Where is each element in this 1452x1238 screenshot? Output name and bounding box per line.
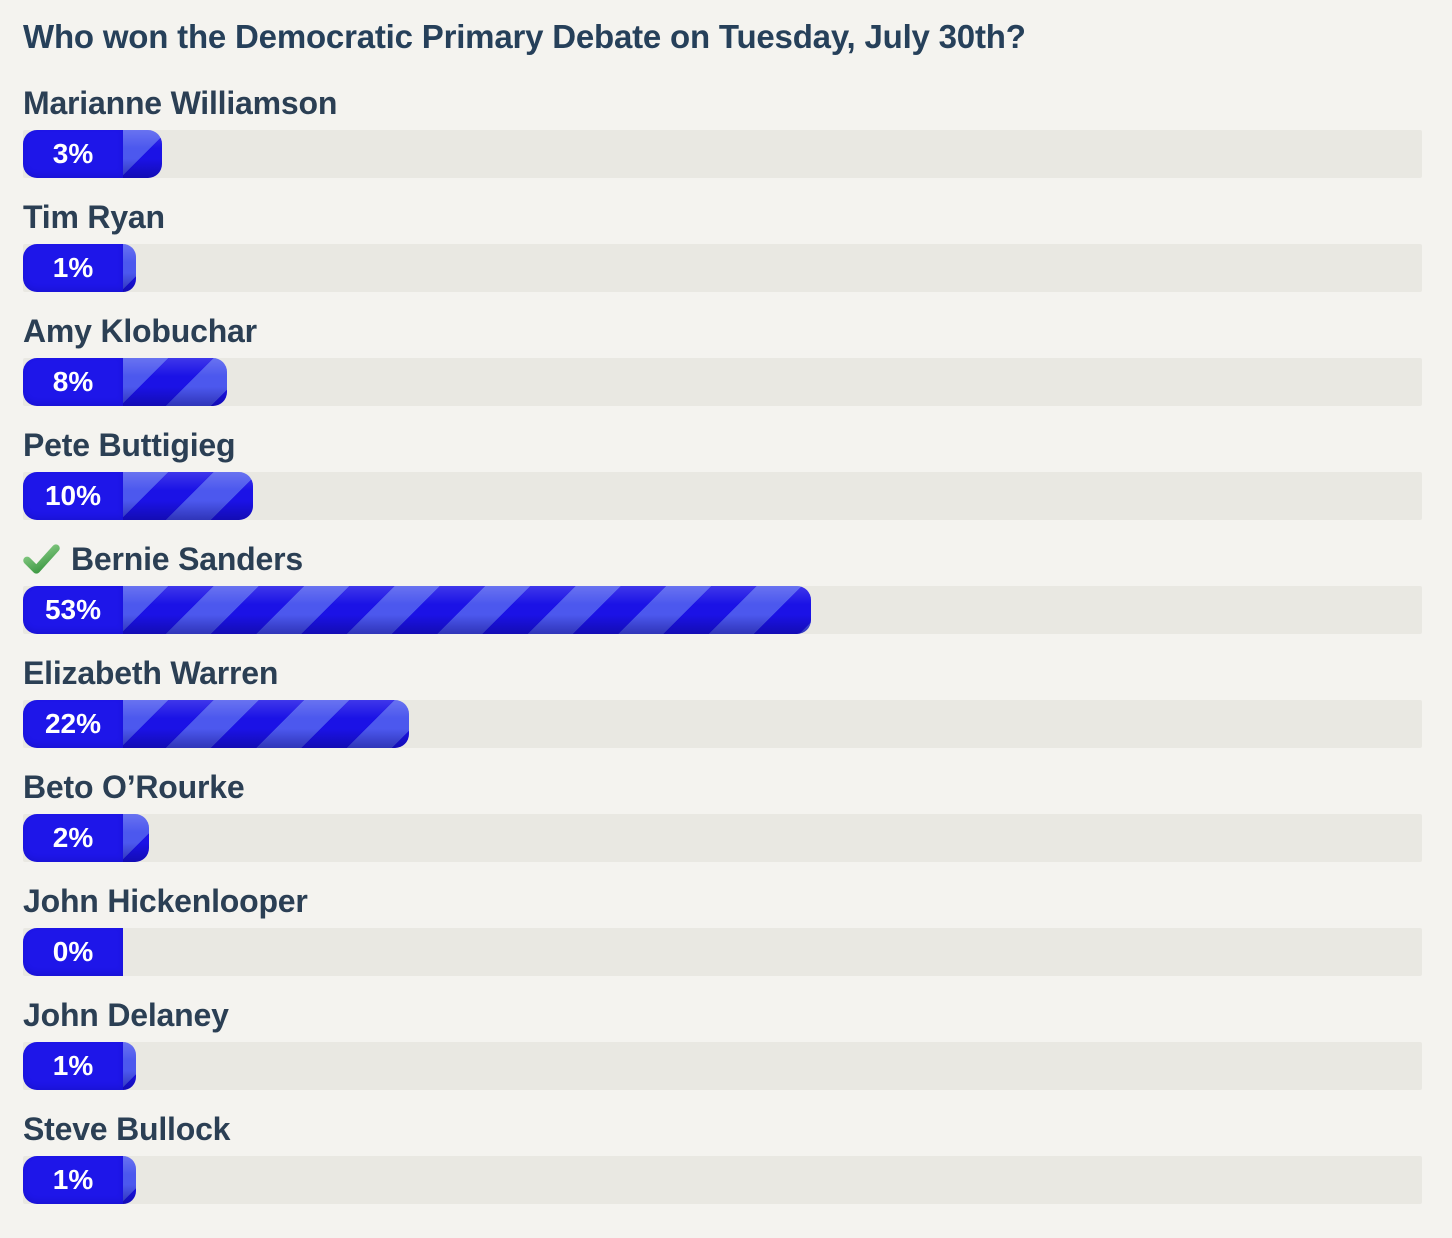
result-bar-track (23, 472, 1422, 520)
poll-option-row (23, 427, 1422, 520)
result-bar-fill (23, 472, 253, 520)
candidate-name: Marianne Williamson (23, 84, 338, 121)
candidate-name-line (23, 85, 1422, 122)
result-bar-label-box (23, 130, 123, 178)
poll-option-row (23, 883, 1422, 976)
candidate-name-line (23, 313, 1422, 350)
percentage-label: 0% (52, 935, 94, 967)
candidate-name-line (23, 1111, 1422, 1148)
poll-option-row (23, 1111, 1422, 1204)
candidate-name-line (23, 997, 1422, 1034)
result-bar-fill (23, 814, 149, 862)
result-bar-label-box (23, 472, 123, 520)
poll-option-row (23, 541, 1422, 634)
percentage-label: 53% (44, 593, 102, 625)
winner-check-icon (23, 543, 60, 576)
candidate-name: Beto O’Rourke (23, 768, 245, 805)
result-bar-track (23, 130, 1422, 178)
candidate-name-line (23, 427, 1422, 464)
result-bar-stripes (123, 700, 409, 748)
result-bar-fill (23, 244, 136, 292)
poll-option-row (23, 313, 1422, 406)
poll-option-row (23, 655, 1422, 748)
result-bar-fill (23, 1156, 136, 1204)
candidate-name: Steve Bullock (23, 1110, 231, 1147)
result-bar-stripes (123, 244, 136, 292)
result-bar-stripes (123, 814, 149, 862)
result-bar-track (23, 700, 1422, 748)
result-bar-fill (23, 586, 811, 634)
percentage-label: 10% (44, 479, 102, 511)
percentage-label: 22% (44, 707, 102, 739)
candidate-name-line (23, 769, 1422, 806)
result-bar-label-box (23, 244, 123, 292)
result-bar-track (23, 586, 1422, 634)
result-bar-label-box (23, 700, 123, 748)
result-bar-label-box (23, 814, 123, 862)
percentage-label: 1% (52, 251, 94, 283)
poll-results-widget (23, 18, 1422, 1204)
result-bar-stripes (123, 1156, 136, 1204)
percentage-label: 2% (52, 821, 94, 853)
result-bar-track (23, 358, 1422, 406)
candidate-name: Amy Klobuchar (23, 312, 257, 349)
poll-question: Who won the Democratic Primary Debate on Tuesday, July 30th? (23, 18, 1026, 55)
percentage-label: 3% (52, 137, 94, 169)
candidate-name-line (23, 655, 1422, 692)
result-bar-track (23, 928, 1422, 976)
result-bar-fill (23, 1042, 136, 1090)
result-bar-label-box (23, 1156, 123, 1204)
candidate-name: Bernie Sanders (71, 540, 303, 577)
candidate-name-line (23, 199, 1422, 236)
result-bar-stripes (123, 1042, 136, 1090)
candidate-name: Pete Buttigieg (23, 426, 236, 463)
result-bar-label-box (23, 928, 123, 976)
poll-option-row (23, 997, 1422, 1090)
result-bar-fill (23, 358, 227, 406)
candidate-name-line (23, 541, 1422, 578)
result-bar-stripes (123, 358, 227, 406)
percentage-label: 1% (52, 1049, 94, 1081)
result-bar-label-box (23, 586, 123, 634)
candidate-name: John Hickenlooper (23, 882, 308, 919)
candidate-name: Tim Ryan (23, 198, 165, 235)
result-bar-stripes (123, 586, 811, 634)
result-bar-stripes (123, 472, 253, 520)
result-bar-label-box (23, 1042, 123, 1090)
result-bar-fill (23, 130, 162, 178)
poll-option-row (23, 769, 1422, 862)
candidate-name: John Delaney (23, 996, 229, 1033)
result-bar-label-box (23, 358, 123, 406)
result-bar-stripes (123, 130, 162, 178)
result-bar-fill (23, 928, 123, 976)
result-bar-track (23, 1042, 1422, 1090)
result-bar-track (23, 1156, 1422, 1204)
result-bar-track (23, 814, 1422, 862)
percentage-label: 8% (52, 365, 94, 397)
percentage-label: 1% (52, 1163, 94, 1195)
candidate-name: Elizabeth Warren (23, 654, 279, 691)
poll-options-list (23, 85, 1422, 1204)
result-bar-track (23, 244, 1422, 292)
poll-option-row (23, 85, 1422, 178)
candidate-name-line (23, 883, 1422, 920)
result-bar-fill (23, 700, 409, 748)
poll-option-row (23, 199, 1422, 292)
